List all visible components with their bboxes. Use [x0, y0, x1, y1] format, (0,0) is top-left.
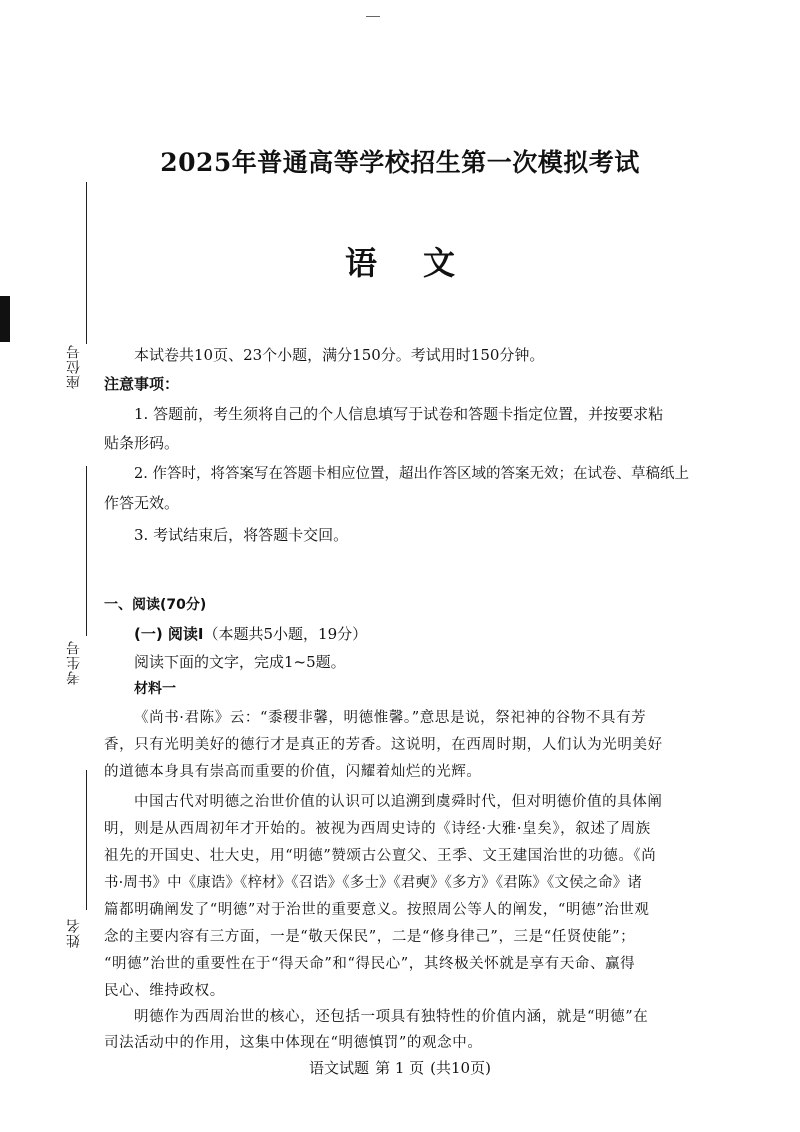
passage-line: 书·周书》中《康诰》《梓材》《召诰》《多士》《君奭》《多方》《君陈》《文侯之命》诸 — [104, 875, 642, 891]
notice-item-2-line-1: 2. 作答时，将答案写在答题卡相应位置，超出作答区域的答案无效；在试卷、草稿纸上 — [134, 466, 689, 482]
scan-mark — [0, 296, 10, 342]
scan-dash — [366, 16, 380, 17]
name-label: 姓名 — [66, 918, 82, 948]
margin-line-exam-no — [86, 466, 87, 636]
section-heading: 一、阅读(70分) — [104, 597, 207, 613]
footer-page: 第 1 页 — [375, 1059, 425, 1077]
exam-intro: 本试卷共10页、23个小题，满分150分。考试用时150分钟。 — [134, 346, 545, 364]
passage-line: 明，则是从西周初年才开始的。被视为西周史诗的《诗经·大雅·皇矣》，叙述了周族 — [104, 821, 651, 837]
passage-line: 篇都明确阐发了“明德”对于治世的重要意义。按照周公等人的阐发，“明德”治世观 — [104, 902, 650, 918]
passage-line: 民心、维持政权。 — [104, 983, 225, 999]
footer-subject: 语文试题 — [309, 1059, 370, 1077]
notice-item-1-line-1: 1. 答题前，考生须将自己的个人信息填写于试卷和答题卡指定位置，并按要求粘 — [134, 405, 664, 423]
subject-char-2: 文 — [423, 244, 456, 282]
notice-item-2-line-2: 作答无效。 — [104, 494, 180, 512]
passage-line: 的道德本身具有崇高而重要的价值，闪耀着灿烂的光辉。 — [104, 764, 482, 780]
passage-line: “明德”治世的重要性在于“得天命”和“得民心”，其终极关怀就是享有天命、赢得 — [104, 956, 636, 972]
page-footer — [0, 1057, 800, 1078]
sub-section-title: (一) 阅读I — [134, 625, 204, 643]
sub-section-score: （本题共5小题，19分） — [203, 625, 368, 643]
footer-total: (共10页) — [430, 1059, 491, 1077]
passage-line: 香，只有光明美好的德行才是真正的芳香。这说明，在西周时期，人们认为光明美好 — [104, 737, 663, 753]
notice-item-1-line-2: 贴条形码。 — [104, 434, 180, 452]
subject-char-1: 语 — [344, 244, 377, 282]
passage-line: 司法活动中的作用，这集中体现在“明德慎罚”的观念中。 — [104, 1035, 483, 1051]
seat-number-label: 座位号 — [66, 344, 82, 389]
passage-line: 念的主要内容有三方面，一是“敬天保民”，二是“修身律己”，三是“任贤使能”； — [104, 929, 636, 945]
margin-line-name — [86, 770, 87, 910]
passage-line: 《尚书·君陈》云：“黍稷非馨，明德惟馨。”意思是说，祭祀神的谷物不具有芳 — [134, 710, 647, 726]
passage-line: 中国古代对明德之治世价值的认识可以追溯到虞舜时代，但对明德价值的具体阐 — [134, 794, 663, 810]
material-label: 材料一 — [134, 681, 176, 697]
notice-item-3: 3. 考试结束后，将答题卡交回。 — [134, 526, 349, 544]
passage-line: 祖先的开国史、壮大史，用“明德”赞颂古公亶父、王季、文王建国治世的功德。《尚 — [104, 848, 657, 864]
reading-instruction: 阅读下面的文字，完成1~5题。 — [134, 653, 346, 671]
subject-title — [0, 238, 800, 284]
notice-heading: 注意事项： — [104, 375, 180, 393]
sub-section-heading — [134, 623, 367, 645]
exam-number-label: 考生号 — [66, 640, 82, 685]
exam-title: 2025年普通高等学校招生第一次模拟考试 — [160, 148, 640, 177]
passage-line: 明德作为西周治世的核心，还包括一项具有独特性的价值内涵，就是“明德”在 — [134, 1009, 649, 1025]
